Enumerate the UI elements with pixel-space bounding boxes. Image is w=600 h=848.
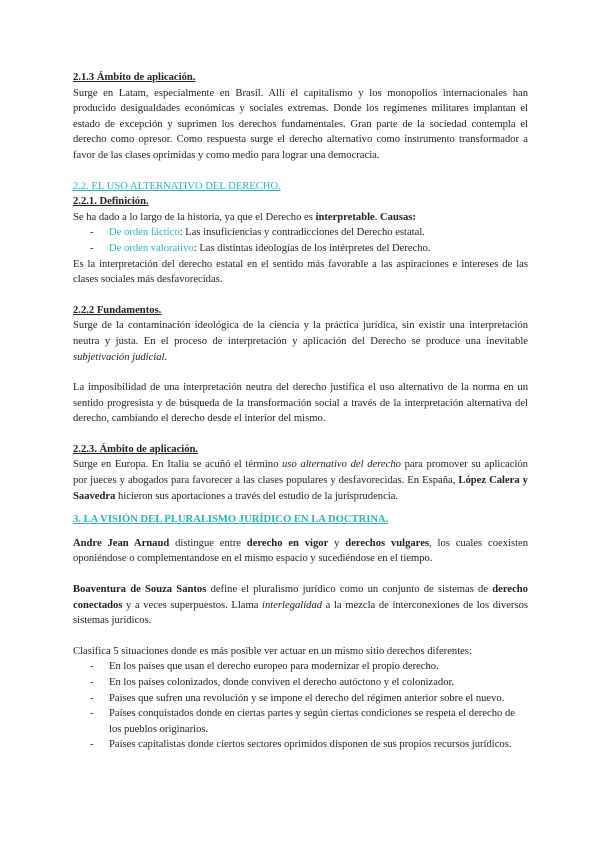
section-2-2-3-text: Surge en Europa. En Italia se acuñó el término uso alternativo del derecho para promover su aplicación por jueces y abogados para favorecer a las clases populares y desfavorecidas. En España, López Calera y Saavedra hicieron sus aportaciones a través del estudio de la jurisprudencia. (73, 459, 528, 502)
author-name: Andre Jean Arnaud (73, 537, 170, 549)
section-2-2-1-intro: Se ha dado a lo largo de la historia, ya que el Derecho es interpretable. Causas: (73, 211, 416, 223)
section-2-2-2-heading: 2.2.2 Fundamentos. (73, 304, 162, 316)
list-item: - Países que sufren una revolución y se impone el derecho del régimen anterior sobre el nuevo. (90, 692, 505, 704)
section-3-paragraph-3: Clasifica 5 situaciones donde es más posible ver actuar en un mismo sitio derechos diferentes: (73, 645, 472, 657)
italic-term: subjetivación judicial (73, 351, 165, 363)
section-2-2-2-paragraph-2: La imposibilidad de una interpretación neutra del derecho justifica el uso alternativo de la norma en un sentido progresista y de búsqueda de la transformación social a través de la interpretación alternativa del derecho, cambiando el derecho desde el interior del mismo. (73, 382, 528, 425)
section-3-heading: 3. LA VISIÓN DEL PLURALISMO JURÍDICO EN LA DOCTRINA. (73, 514, 389, 526)
author-name: Boaventura de Souza Santos (73, 584, 207, 596)
bold-term: derechos vulgares (345, 537, 430, 549)
section-2-2-1-conclusion: Es la interpretación del derecho estatal en el sentido más favorable a las aspiraciones e intereses de las clases sociales más desfavorecidas. (73, 258, 528, 286)
causes-label: Causas: (380, 211, 416, 223)
section-2-2-heading: 2.2. EL USO ALTERNATIVO DEL DERECHO. (73, 180, 281, 192)
document-body (73, 70, 528, 753)
cause-label: De orden fáctico (109, 227, 180, 239)
bold-names: López Calera y Saavedra (73, 475, 528, 502)
section-2-2-1-heading: 2.2.1. Definición. (73, 196, 149, 208)
cause-label: De orden valorativo (109, 242, 194, 254)
section-3-paragraph-2: Boaventura de Souza Santos define el pluralismo jurídico como un conjunto de sistemas de derecho conectados y a veces superpuestos. Llama interlegalidad a la mezcla de interconexiones de los diversos sistemas jurídicos. (73, 584, 529, 627)
intro-bold: interpretable (315, 211, 375, 223)
list-item: - De orden valorativo: Las distintas ideologías de los intérpretes del Derecho. (90, 242, 431, 254)
list-item: - En los países que usan el derecho europeo para modernizar el propio derecho. (90, 661, 439, 673)
list-item: - Países conquistados donde en ciertas partes y según ciertas condiciones se respeta el derecho de los pueblos originarios. (90, 708, 515, 735)
list-item: - Países capitalistas donde ciertos sectores oprimidos disponen de sus propios recursos jurídicos. (90, 739, 512, 751)
causes-list (73, 225, 528, 256)
section-2-1-3-heading: 2.1.3 Ámbito de aplicación. (73, 72, 196, 83)
italic-term: interlegalidad (262, 599, 323, 611)
section-3-paragraph-1: Andre Jean Arnaud distingue entre derecho en vigor y derechos vulgares, los cuales coexisten oponiéndose o complementandose en el mismo espacio y sucediéndose en el tiempo. (73, 537, 529, 565)
italic-term: uso alternativo del derecho (282, 459, 401, 471)
bold-term: derecho conectados (73, 584, 528, 611)
section-2-2-3-heading: 2.2.3. Ámbito de aplicación. (73, 443, 199, 455)
list-item: - De orden fáctico: Las insuficiencias y contradicciones del Derecho estatal. (90, 227, 425, 239)
section-2-1-3-text: Surge en Latam, especialmente en Brasil. Allí el capitalismo y los monopolios internacionales han producido desigualdades económicas y sociales extremas. Donde los regímenes militares implantan el estado de excepción y suprimen los derechos fundamentales. Gran parte de la sociedad contempla el derecho como opresor. Como respuesta surge el derecho alternativo como instrumento transformador a favor de las clases oprimidas y como medio para lograr una democracia. (73, 87, 528, 161)
bold-term: derecho en vigor (246, 537, 329, 549)
situations-list (73, 659, 528, 753)
section-2-2-2-paragraph-1: Surge de la contaminación ideológica de la ciencia y la práctica jurídica, sin existir una interpretación neutra y justa. En el proceso de interpretación y aplicación del Derecho se produce una inevitable subjetivación judicial. (73, 320, 528, 363)
list-item: - En los países colonizados, donde conviven el derecho autóctono y el colonizador. (90, 677, 455, 688)
